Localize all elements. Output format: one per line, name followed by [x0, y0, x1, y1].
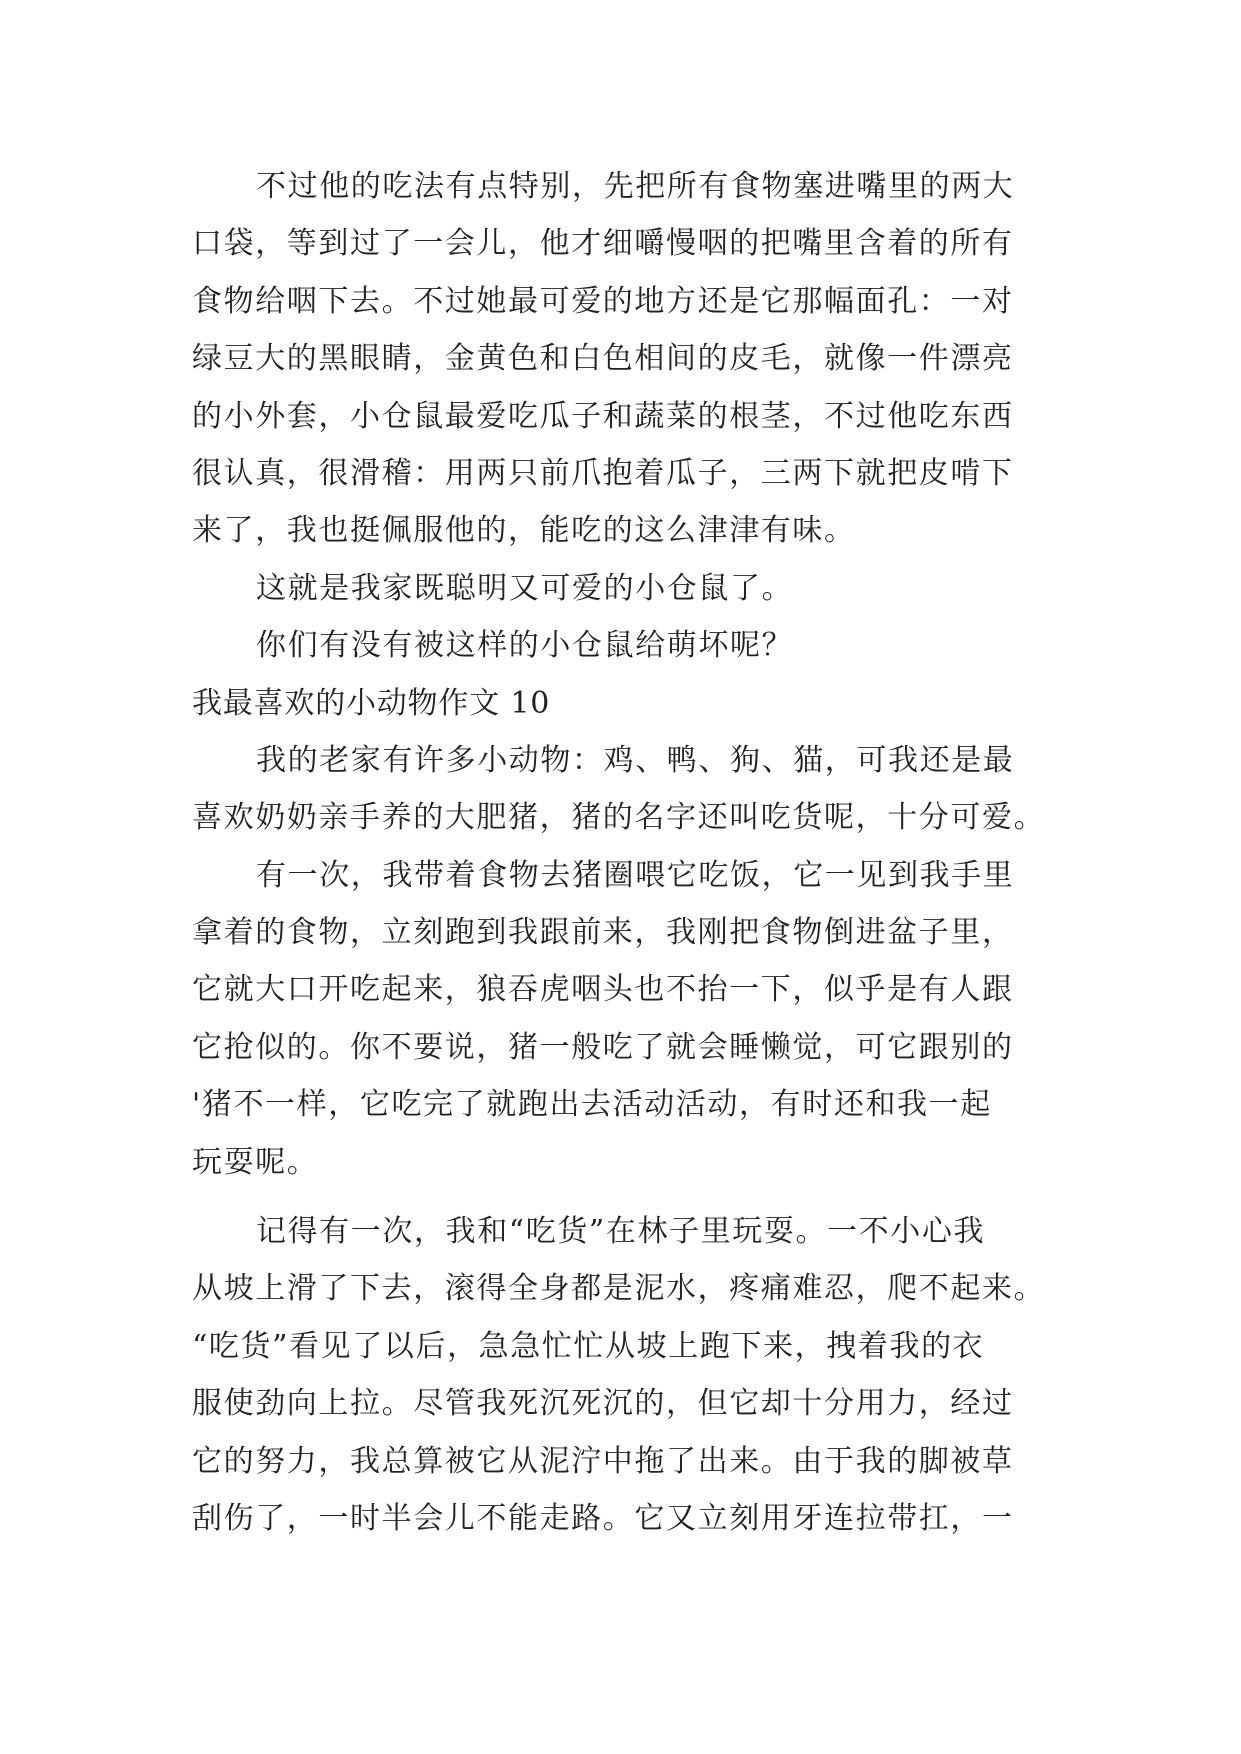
paragraph-line: 我的老家有许多小动物：鸡、鸭、狗、猫，可我还是最: [256, 742, 1015, 778]
paragraph-line: 服使劲向上拉。尽管我死沉死沉的，但它却十分用力，经过: [192, 1386, 1014, 1422]
paragraph-hamster-eating: [192, 158, 1052, 560]
paragraph-line: 刮伤了，一时半会儿不能走路。它又立刻用牙连拉带扛，一: [192, 1500, 1014, 1536]
paragraph-line: 它抢似的。你不要说，猪一般吃了就会睡懒觉，可它跟别的: [192, 1029, 1014, 1065]
paragraph-line: 不过他的吃法有点特别，先把所有食物塞进嘴里的两大: [256, 169, 1015, 204]
paragraph-line: 食物给咽下去。不过她最可爱的地方还是它那幅面孔：一对: [192, 283, 1014, 319]
paragraph-hamster-summary: 这就是我家既聪明又可爱的小仓鼠了。: [256, 570, 794, 606]
paragraph-spacer: [192, 1191, 1052, 1203]
paragraph-hometown-animals: [192, 732, 1052, 847]
paragraph-rescue-story: [192, 1203, 1052, 1547]
paragraph-line: 喜欢奶奶亲手养的大肥猪，猪的名字还叫吃货呢，十分可爱。: [192, 800, 1046, 836]
paragraph-line: 拿着的食物，立刻跑到我跟前来，我刚把食物倒进盆子里，: [192, 915, 1014, 951]
paragraph-line: 的小外套，小仓鼠最爱吃瓜子和蔬菜的根茎，不过他吃东西: [192, 398, 1014, 434]
paragraph-line: 玩耍呢。: [192, 1144, 319, 1180]
paragraph-line: 有一次，我带着食物去猪圈喂它吃饭，它一见到我手里: [256, 857, 1015, 893]
paragraph-line: 从坡上滑了下去，滚得全身都是泥水，疼痛难忍，爬不起来。: [192, 1271, 1046, 1307]
paragraph-line: '猪不一样，它吃完了就跑出去活动活动，有时还和我一起: [192, 1087, 992, 1123]
paragraph-line: 记得有一次，我和“吃货”在林子里玩耍。一不小心我: [256, 1214, 986, 1250]
document-body: [192, 158, 1052, 1547]
paragraph-line: 绿豆大的黑眼睛，金黄色和白色相间的皮毛，就像一件漂亮: [192, 341, 1014, 377]
paragraph-line: 它的努力，我总算被它从泥泞中拖了出来。由于我的脚被草: [192, 1443, 1014, 1479]
paragraph-line: 口袋，等到过了一会儿，他才细嚼慢咽的把嘴里含着的所有: [192, 226, 1014, 262]
paragraph-line: 很认真，很滑稽：用两只前爪抱着瓜子，三两下就把皮啃下: [192, 455, 1014, 491]
paragraph-line: 它就大口开吃起来，狼吞虎咽头也不抬一下，似乎是有人跟: [192, 972, 1014, 1008]
paragraph-line: 来了，我也挺佩服他的，能吃的这么津津有味。: [192, 513, 856, 549]
paragraph-line: “吃货”看见了以后，急急忙忙从坡上跑下来，拽着我的衣: [192, 1328, 985, 1364]
paragraph-feeding-pig: [192, 847, 1052, 1191]
paragraph-closing-question: 你们有没有被这样的小仓鼠给萌坏呢？: [256, 628, 794, 664]
section-title: 我最喜欢的小动物作文 10: [192, 685, 551, 721]
